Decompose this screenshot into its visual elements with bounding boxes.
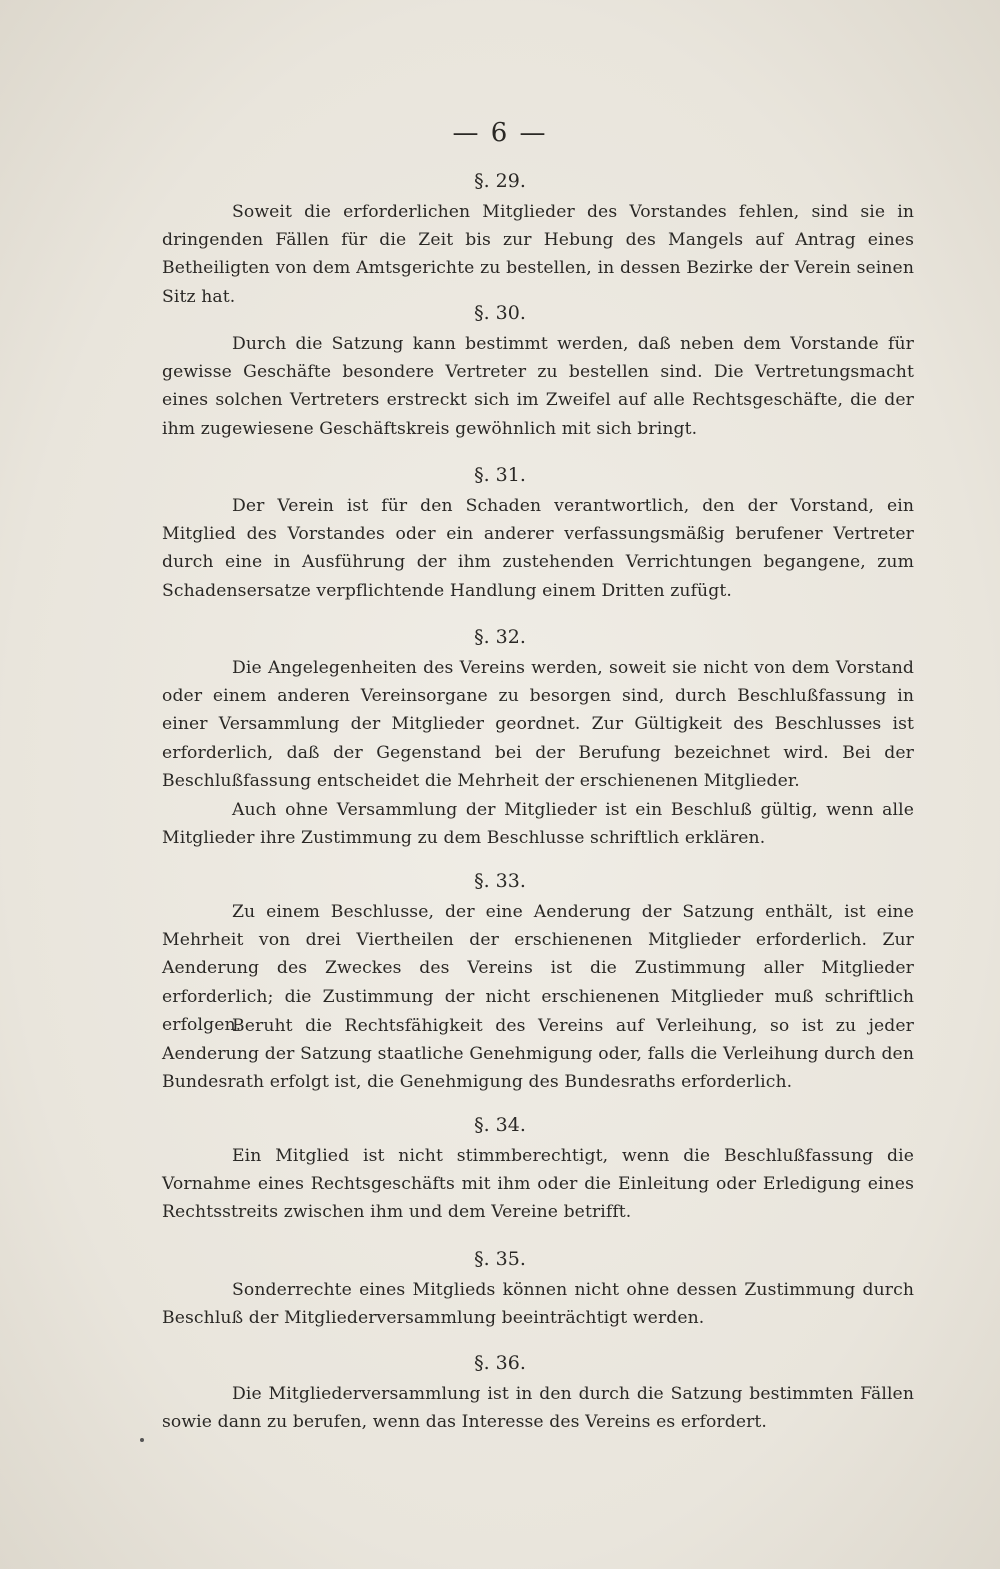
section-32-paragraph-2: Auch ohne Versammlung der Mitglieder ist ein Beschluß gültig, wenn alle Mitglieder ihre Zustimmung zu dem Beschlusse schriftlich erklären.: [162, 800, 914, 849]
section-33-paragraph-1: Zu einem Beschlusse, der eine Aenderung der Satzung enthält, ist eine Mehrheit von drei Viertheilen der erschienenen Mitglieder erforderlich. Zur Aenderung des Zweckes des Vereins ist die Zustimmung aller Mitglieder erforderlich; die Zustimmung der nicht erschienenen Mitglieder muß schriftlich erfolgen.: [162, 902, 914, 1035]
section-heading-31: §. 31.: [474, 464, 526, 486]
section-34-paragraph-1: Ein Mitglied ist nicht stimmberechtigt, wenn die Beschlußfassung die Vornahme eines Rechtsgeschäfts mit ihm oder die Einleitung oder Erledigung eines Rechtsstreits zwischen ihm und dem Vereine betrifft.: [162, 1146, 914, 1223]
section-heading-36: §. 36.: [474, 1352, 526, 1374]
page-number: — 6 —: [452, 118, 548, 148]
section-heading-29: §. 29.: [474, 170, 526, 192]
section-31-paragraph-1: Der Verein ist für den Schaden verantwortlich, den der Vorstand, ein Mitglied des Vorstandes oder ein anderer verfassungsmäßig berufener Vertreter durch eine in Ausführung der ihm zustehenden Verrichtungen begangene, zum Schadensersatze verpflichtende Handlung einem Dritten zufügt.: [162, 496, 914, 601]
section-heading-34: §. 34.: [474, 1114, 526, 1136]
section-30-paragraph-1: Durch die Satzung kann bestimmt werden, daß neben dem Vorstande für gewisse Geschäfte besondere Vertreter zu bestellen sind. Die Vertretungsmacht eines solchen Vertreters erstreckt sich im Zweifel auf alle Rechtsgeschäfte, die der ihm zugewiesene Geschäftskreis gewöhnlich mit sich bringt.: [162, 334, 914, 439]
section-heading-32: §. 32.: [474, 626, 526, 648]
section-heading-33: §. 33.: [474, 870, 526, 892]
section-35-paragraph-1: Sonderrechte eines Mitglieds können nicht ohne dessen Zustimmung durch Beschluß der Mitgliederversammlung beeinträchtigt werden.: [162, 1280, 914, 1329]
ink-speck: [140, 1438, 144, 1442]
section-33-paragraph-2: Beruht die Rechtsfähigkeit des Vereins auf Verleihung, so ist zu jeder Aenderung der Satzung staatliche Genehmigung oder, falls die Verleihung durch den Bundesrath erfolgt ist, die Genehmigung des Bundesraths erforderlich.: [162, 1016, 914, 1093]
section-29-paragraph-1: Soweit die erforderlichen Mitglieder des Vorstandes fehlen, sind sie in dringenden Fällen für die Zeit bis zur Hebung des Mangels auf Antrag eines Betheiligten von dem Amtsgerichte zu bestellen, in dessen Bezirke der Verein seinen Sitz hat.: [162, 202, 914, 307]
section-32-paragraph-1: Die Angelegenheiten des Vereins werden, soweit sie nicht von dem Vorstand oder einem anderen Vereinsorgane zu besorgen sind, durch Beschlußfassung in einer Versammlung der Mitglieder geordnet. Zur Gültigkeit des Beschlusses ist erforderlich, daß der Gegenstand bei der Berufung bezeichnet wird. Bei der Beschlußfassung entscheidet die Mehrheit der erschienenen Mitglieder.: [162, 658, 914, 791]
section-36-paragraph-1: Die Mitgliederversammlung ist in den durch die Satzung bestimmten Fällen sowie dann zu berufen, wenn das Interesse des Vereins es erfordert.: [162, 1384, 914, 1433]
section-heading-30: §. 30.: [474, 302, 526, 324]
section-heading-35: §. 35.: [474, 1248, 526, 1270]
